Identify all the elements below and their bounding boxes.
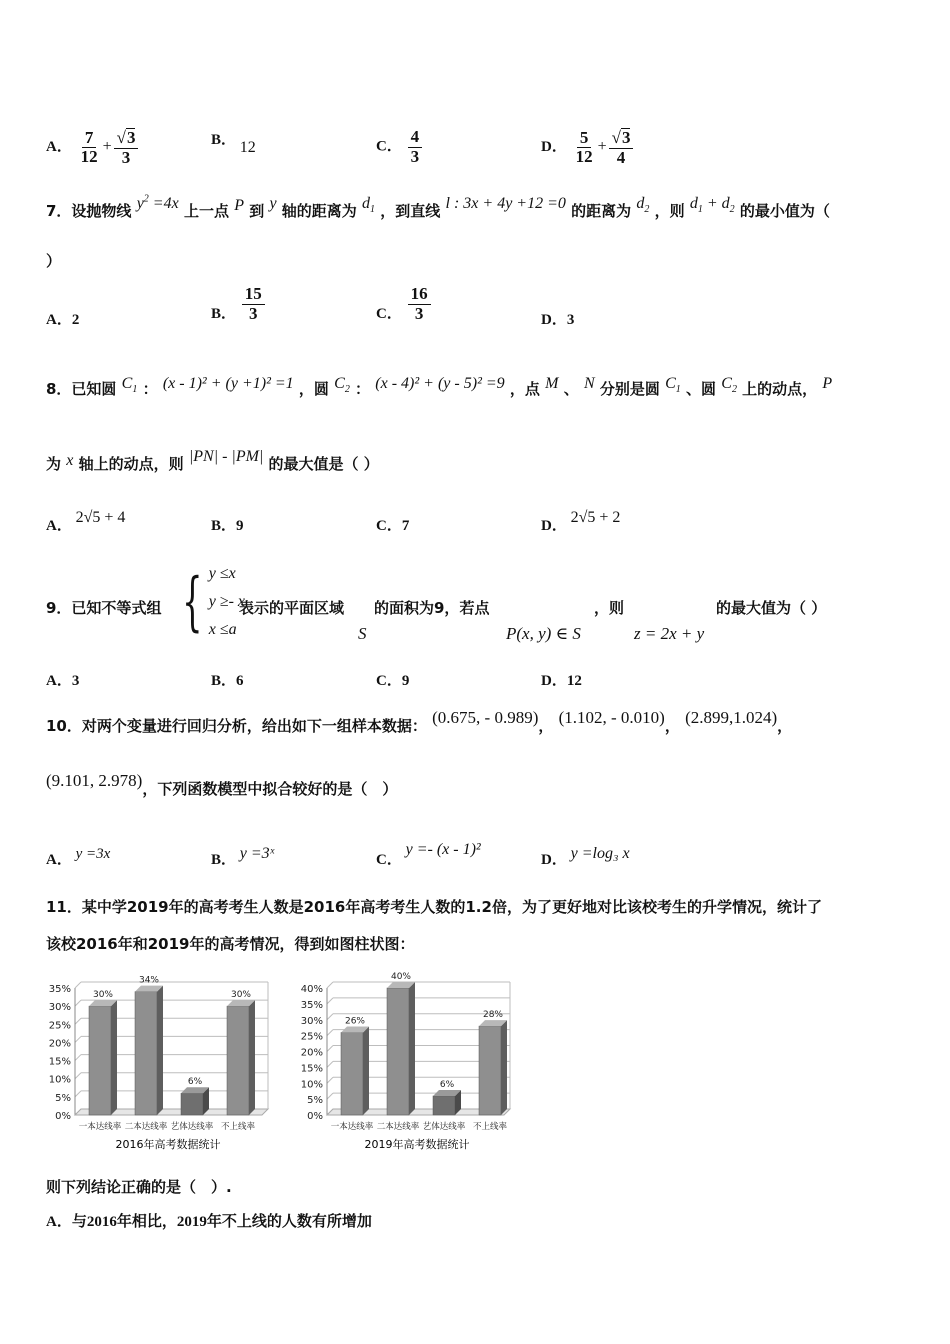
chart-2016-gridline-side [75, 982, 81, 988]
chart-2019-ytick: 25% [300, 1031, 323, 1043]
chart-2016-gridline-side [75, 1073, 81, 1079]
q8-stem: 8．已知圆 $C_1$ ： (x - 1)² + (y +1)² =1 ，圆 $C_2$ ： (x - 4)² + (y - 5)² =9 ，点 M 、 N 分别是圆 $C_1$ 、圆 $C_2$ 上的动点， P [46, 375, 833, 398]
chart-2016-category-label: 不上线率 [220, 1122, 256, 1132]
chart-2019-gridline-side [327, 1061, 333, 1067]
q9-stem-1: 9．已知不等式组 [46, 599, 162, 617]
chart-2016-ytick: 25% [48, 1020, 71, 1032]
chart-2016-value-label: 34% [138, 975, 160, 986]
q9-system: { y ≤x y ≥- x x ≤a [182, 565, 246, 639]
q9-stem-3: 的面积为9，若点 [374, 599, 490, 617]
q11-option-a[interactable]: A．与2016年相比，2019年不上线的人数有所增加 [46, 1214, 372, 1230]
chart-2016-gridline-side [75, 1055, 81, 1061]
chart-2019-ytick: 20% [300, 1047, 323, 1059]
q10-stem-2: (9.101, 2.978)，下列函数模型中拟合较好的是（ ） [46, 771, 398, 798]
chart-2016-gridline-side [75, 1036, 81, 1042]
chart-2019-bar-side [409, 982, 415, 1115]
q6-option-c-frac: $\frac{4}{3}$ [408, 128, 423, 166]
chart-2016 [40, 960, 280, 1155]
q7-option-a[interactable]: A．2 [46, 312, 80, 328]
q9-region-s: S [358, 624, 367, 643]
q10-option-a[interactable]: A． y =3x [46, 846, 111, 868]
q9-option-b[interactable]: B．6 [211, 673, 244, 689]
chart-2016-gridline-side [75, 1000, 81, 1006]
q8-stem-2: 为 x 轴上的动点，则 |PN| - |PM| 的最大值是（ ） [46, 448, 379, 473]
chart-2019-value-label: 6% [439, 1079, 455, 1090]
chart-2019-value-label: 28% [482, 1010, 504, 1021]
q6-option-c-label: C． [376, 138, 402, 155]
chart-2019-bar [341, 1032, 363, 1115]
chart-2016-bar-side [249, 1000, 255, 1115]
q9-option-c[interactable]: C．9 [376, 673, 410, 689]
chart-2019-gridline-side [327, 1030, 333, 1036]
q7-stem-end: ） [46, 252, 62, 270]
q6-option-a-label: A． [46, 139, 72, 156]
chart-2019-ytick: 35% [300, 999, 323, 1011]
q11-stem-1: 11．某中学2019年的高考考生人数是2016年高考考生人数的1.2倍，为了更好地对比该校考生的升学情况，统计了 [46, 898, 822, 916]
chart-2019-category-label: 艺体达线率 [422, 1122, 466, 1132]
q8-option-c[interactable]: C．7 [376, 518, 410, 534]
chart-2019-gridline-side [327, 1046, 333, 1052]
chart-2019-bar-side [501, 1020, 507, 1115]
q7-option-c[interactable]: C． $\frac{16}{3}$ [376, 285, 433, 323]
chart-2019-value-label: 40% [390, 972, 412, 982]
q10-stem: 10．对两个变量进行回归分析，给出如下一组样本数据： (0.675, - 0.989)， (1.102, - 0.010)， (2.899,1.024)， [46, 708, 793, 735]
chart-2019-ytick: 10% [300, 1079, 323, 1091]
chart-2016-title: 2016年高考数据统计 [115, 1138, 221, 1151]
q7-stem: 7．设抛物线 $y^2 =4x$ 上一点 P 到 y 轴的距离为 $d_1$ ，到直线 l : 3x + 4y +12 =0 的距离为 $d_2$ ，则 $d_1 + d_2$ 的最小值为（ [46, 193, 830, 220]
q9-z-expr: z = 2x + y [634, 624, 705, 643]
chart-2019-value-label: 26% [344, 1016, 366, 1027]
q6-option-a[interactable]: A． $\frac{7}{12}$ + $\frac{√3}{3}$ [46, 128, 140, 167]
q8-option-d[interactable]: D． 2√5 + 2 [541, 509, 621, 534]
chart-2019-gridline-side [327, 1077, 333, 1083]
chart-2019-category-label: 二本达线率 [376, 1122, 420, 1132]
chart-2019-ytick: 0% [307, 1111, 323, 1122]
q9-point: P(x, y) ∈ S [506, 624, 581, 643]
chart-2019-gridline-side [327, 998, 333, 1004]
q6-option-b-value: 12 [239, 139, 256, 156]
chart-2016-ytick: 0% [55, 1111, 71, 1122]
chart-2016-ytick: 20% [48, 1038, 71, 1050]
chart-2019-category-label: 不上线率 [472, 1122, 508, 1132]
chart-2016-category-label: 一本达线率 [78, 1122, 122, 1132]
chart-2016-ytick: 10% [48, 1074, 71, 1086]
q10-option-c[interactable]: C． y =- (x - 1)² [376, 841, 481, 868]
chart-2016-value-label: 6% [187, 1077, 203, 1088]
chart-2019-ytick: 40% [300, 984, 323, 995]
chart-2016-ytick: 5% [55, 1092, 71, 1104]
chart-2019-gridline-side [327, 1014, 333, 1020]
chart-2016-value-label: 30% [230, 990, 252, 1001]
chart-2016-bar [135, 992, 157, 1115]
q6-option-a-frac: $\frac{7}{12}$ [80, 127, 98, 167]
q11-conclusion: 则下列结论正确的是（ ）. [46, 1178, 232, 1196]
q6-option-c[interactable] [376, 128, 424, 166]
q6-option-b-label: B． [211, 132, 237, 148]
q9-option-d[interactable]: D．12 [541, 673, 582, 689]
chart-2019-gridline-side [327, 1093, 333, 1099]
q9-option-a[interactable]: A．3 [46, 673, 80, 689]
chart-2016-bar [227, 1006, 249, 1115]
chart-2016-category-label: 艺体达线率 [170, 1122, 214, 1132]
chart-2016-bar-side [111, 1000, 117, 1115]
q7-option-d[interactable]: D．3 [541, 312, 575, 328]
chart-2019-bar [479, 1026, 501, 1115]
chart-2019-title: 2019年高考数据统计 [364, 1138, 470, 1151]
q10-option-d[interactable]: D． y =log₃ x [541, 845, 630, 868]
q6-option-d-frac: $\frac{√3}{4}$ [609, 128, 634, 167]
chart-2016-bar [89, 1006, 111, 1115]
q7-option-b[interactable]: B． $\frac{15}{3}$ [211, 285, 267, 323]
q9-stem-2: 表示的平面区域 [239, 599, 345, 617]
q9-stem-5: 的最大值为（ ） [716, 599, 827, 617]
q8-option-a[interactable]: A． 2√5 + 4 [46, 509, 126, 534]
chart-2016-ytick: 30% [48, 1002, 71, 1014]
chart-2019-ytick: 30% [300, 1015, 323, 1027]
q9-stem-4: ，则 [594, 599, 625, 617]
q11-stem-2: 该校2016年和2019年的高考情况，得到如图柱状图： [46, 935, 415, 953]
chart-2016-value-label: 30% [92, 990, 114, 1001]
chart-2019-bar [433, 1096, 455, 1115]
chart-2019-bar-side [363, 1026, 369, 1115]
chart-2019 [292, 960, 522, 1155]
q6-option-d-label: D． [541, 139, 567, 156]
q10-option-b[interactable]: B． y =3ˣ [211, 845, 275, 868]
chart-2016-gridline-side [75, 1091, 81, 1097]
chart-2016-ytick: 35% [48, 984, 71, 995]
chart-2016-bar-side [157, 986, 163, 1115]
chart-2019-ytick: 15% [300, 1063, 323, 1075]
chart-2016-category-label: 二本达线率 [124, 1122, 168, 1132]
chart-2016-gridline-side [75, 1018, 81, 1024]
q6-option-b[interactable] [211, 128, 256, 156]
chart-2019-bar [387, 988, 409, 1115]
q6-option-d[interactable]: D． $\frac{5}{12}$ + $\frac{√3}{4}$ [541, 128, 635, 167]
q8-option-b[interactable]: B．9 [211, 518, 244, 534]
chart-2016-bar [181, 1093, 203, 1115]
chart-2019-gridline-side [327, 982, 333, 988]
chart-2019-ytick: 5% [307, 1095, 323, 1107]
chart-2019-category-label: 一本达线率 [330, 1122, 374, 1132]
chart-2016-ytick: 15% [48, 1056, 71, 1068]
